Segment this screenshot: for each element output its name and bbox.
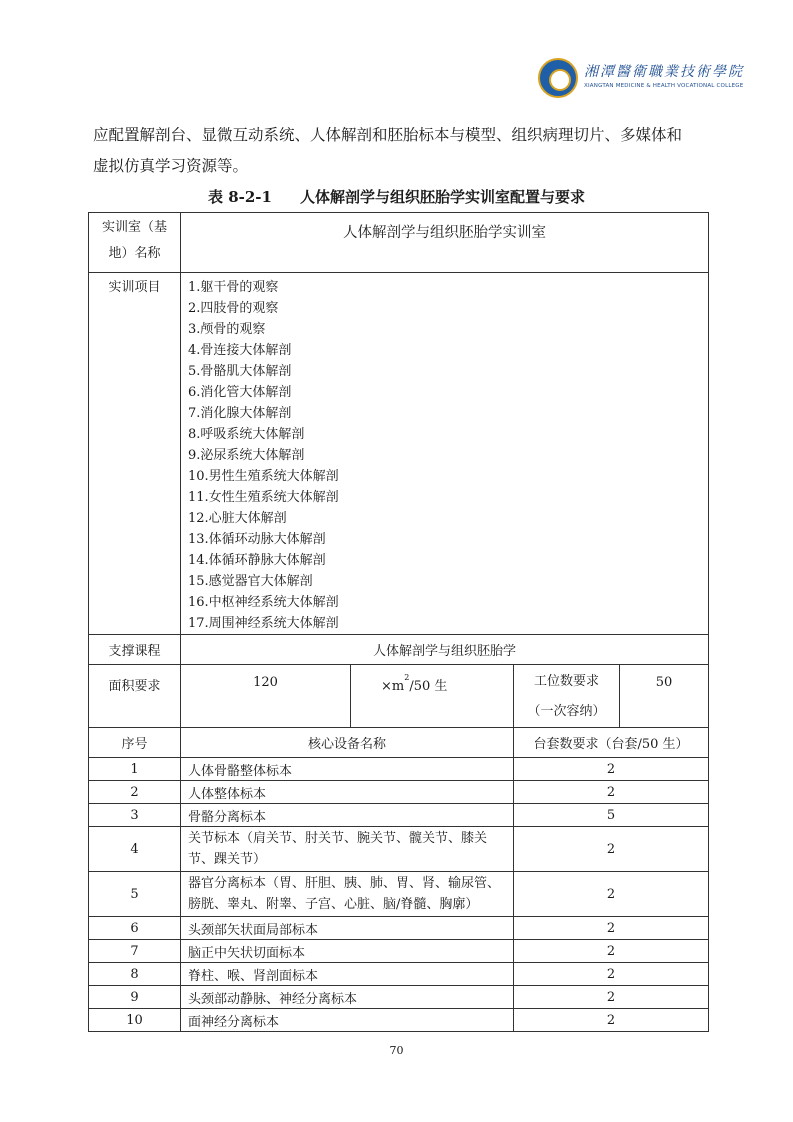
- area-unit-suffix: /50 生: [409, 679, 448, 694]
- area-row: [89, 665, 709, 728]
- table-row: [89, 758, 709, 781]
- area-value: 120: [181, 665, 351, 728]
- col-header-sets: 台套数要求（台套/50 生）: [514, 728, 709, 758]
- row-equipment-name: 器官分离标本（胃、肝胆、胰、肺、胃、肾、输尿管、膀胱、睾丸、附睾、子宫、心脏、脑/脊髓、胸廓）: [181, 872, 514, 917]
- table-row: [89, 940, 709, 963]
- table-row: [89, 963, 709, 986]
- lab-configuration-table: [88, 212, 709, 1032]
- course-row: [89, 635, 709, 665]
- project-item: 8.呼吸系统大体解剖: [188, 427, 305, 442]
- project-item: 11.女性生殖系统大体解剖: [188, 490, 339, 505]
- row-equipment-name: 人体骨骼整体标本: [181, 758, 514, 781]
- project-item: 14.体循环静脉大体解剖: [188, 553, 326, 568]
- project-item: 1.躯干骨的观察: [188, 280, 279, 295]
- row-sets: 2: [514, 917, 709, 940]
- row-equipment-name: 脊柱、喉、肾剖面标本: [181, 963, 514, 986]
- table-row: [89, 872, 709, 917]
- table-row: [89, 781, 709, 804]
- projects-list: [181, 273, 709, 635]
- row-seq: 4: [89, 827, 181, 872]
- row-seq: 5: [89, 872, 181, 917]
- project-item: 5.骨骼肌大体解剖: [188, 364, 292, 379]
- row-equipment-name: 头颈部动静脉、神经分离标本: [181, 986, 514, 1009]
- project-item: 3.颅骨的观察: [188, 322, 266, 337]
- intro-line-1: 应配置解剖台、显微互动系统、人体解剖和胚胎标本与模型、组织病理切片、多媒体和: [93, 126, 683, 144]
- row-seq: 10: [89, 1009, 181, 1032]
- room-name-row: [89, 213, 709, 273]
- table-row: [89, 1009, 709, 1032]
- row-sets: 2: [514, 986, 709, 1009]
- college-seal-icon: [538, 58, 578, 98]
- table-row: [89, 827, 709, 872]
- area-unit-prefix: ×m: [381, 679, 405, 694]
- table-title: 人体解剖学与组织胚胎学实训室配置与要求: [299, 188, 585, 206]
- project-item: 6.消化管大体解剖: [188, 385, 292, 400]
- row-equipment-name: 面神经分离标本: [181, 1009, 514, 1032]
- row-equipment-name: 关节标本（肩关节、肘关节、腕关节、髋关节、膝关节、踝关节）: [181, 827, 514, 872]
- row-seq: 7: [89, 940, 181, 963]
- stations-note: （一次容纳）: [527, 704, 606, 719]
- row-equipment-name: 骨骼分离标本: [181, 804, 514, 827]
- row-sets: 2: [514, 963, 709, 986]
- table-row: [89, 986, 709, 1009]
- row-sets: 2: [514, 827, 709, 872]
- area-unit-superscript: 2: [404, 673, 410, 682]
- project-item: 10.男性生殖系统大体解剖: [188, 469, 339, 484]
- course-label: 支撑课程: [89, 635, 181, 665]
- logo-chinese-name: 湘潭醫衛職業技術學院: [584, 64, 744, 80]
- project-item: 9.泌尿系统大体解剖: [188, 448, 305, 463]
- row-seq: 3: [89, 804, 181, 827]
- project-item: 15.感觉器官大体解剖: [188, 574, 313, 589]
- intro-paragraph: [93, 120, 713, 182]
- project-item: 13.体循环动脉大体解剖: [188, 532, 326, 547]
- table-row: [89, 804, 709, 827]
- intro-line-2: 虚拟仿真学习资源等。: [93, 157, 249, 175]
- project-item: 7.消化腺大体解剖: [188, 406, 292, 421]
- row-sets: 2: [514, 940, 709, 963]
- area-unit: [351, 665, 514, 728]
- row-seq: 8: [89, 963, 181, 986]
- row-seq: 2: [89, 781, 181, 804]
- row-equipment-name: 人体整体标本: [181, 781, 514, 804]
- logo-english-name: XIANGTAN MEDICINE & HEALTH VOCATIONAL COLLEGE: [584, 83, 744, 89]
- equipment-header-row: [89, 728, 709, 758]
- stations-value: 50: [620, 665, 709, 728]
- project-item: 2.四肢骨的观察: [188, 301, 279, 316]
- room-name-label: 实训室（基地）名称: [89, 213, 181, 273]
- col-header-equipment: 核心设备名称: [181, 728, 514, 758]
- row-seq: 9: [89, 986, 181, 1009]
- room-name-value: 人体解剖学与组织胚胎学实训室: [181, 213, 709, 273]
- row-sets: 5: [514, 804, 709, 827]
- col-header-seq: 序号: [89, 728, 181, 758]
- projects-label: 实训项目: [89, 273, 181, 635]
- projects-row: [89, 273, 709, 635]
- project-item: 4.骨连接大体解剖: [188, 343, 292, 358]
- row-sets: 2: [514, 1009, 709, 1032]
- project-item: 12.心脏大体解剖: [188, 511, 287, 526]
- row-seq: 6: [89, 917, 181, 940]
- course-value: 人体解剖学与组织胚胎学: [181, 635, 709, 665]
- project-item: 17.周围神经系统大体解剖: [188, 616, 339, 631]
- page-number: 70: [389, 1044, 404, 1057]
- college-logo: [538, 58, 744, 100]
- table-row: [89, 917, 709, 940]
- table-caption: [0, 186, 793, 207]
- row-equipment-name: 脑正中矢状切面标本: [181, 940, 514, 963]
- row-equipment-name: 头颈部矢状面局部标本: [181, 917, 514, 940]
- table-number: 表 8-2-1: [207, 188, 272, 206]
- row-sets: 2: [514, 781, 709, 804]
- stations-label-cell: [514, 665, 620, 728]
- project-item: 16.中枢神经系统大体解剖: [188, 595, 339, 610]
- stations-label: 工位数要求: [533, 674, 599, 689]
- row-sets: 2: [514, 872, 709, 917]
- area-label: 面积要求: [89, 665, 181, 728]
- row-sets: 2: [514, 758, 709, 781]
- row-seq: 1: [89, 758, 181, 781]
